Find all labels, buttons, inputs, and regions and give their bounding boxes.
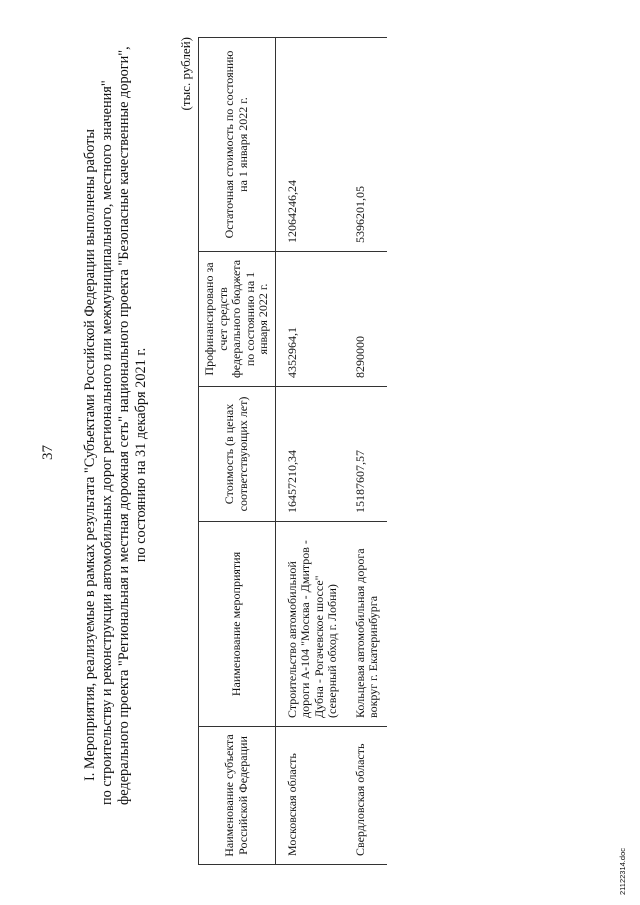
cell-cost: 16457210,34 bbox=[275, 387, 346, 522]
table-row bbox=[346, 38, 387, 865]
cell-measure: Строительство автомобильной дороги А-104 "Москва - Дмитров - Дубна - Рогачевское шоссе" (северный обход г. Лобни) bbox=[275, 522, 346, 727]
heading-line: I. Мероприятия, реализуемые в рамках результата "Субъектами Российской Федерации выполнены работы bbox=[82, 129, 98, 781]
cell-cost: 15187607,57 bbox=[346, 387, 387, 522]
document-id: 21122314.doc bbox=[618, 848, 627, 895]
cell-financed: 8290000 bbox=[346, 252, 387, 387]
heading-line: по состоянию на 31 декабря 2021 г. bbox=[133, 347, 149, 563]
header-financed: Профинансировано за счет средств федерального бюджета по состоянию на 1 января 2022 г. bbox=[199, 252, 276, 387]
section-heading bbox=[82, 46, 150, 805]
heading-line: федерального проекта "Региональная и местная дорожная сеть" национального проекта "Безопасные качественные дороги", bbox=[116, 46, 132, 805]
page-number: 37 bbox=[40, 445, 56, 460]
units-note: (тыс. рублей) bbox=[178, 37, 193, 111]
measures-table bbox=[198, 37, 387, 865]
cell-residual: 12064246,24 bbox=[275, 38, 346, 252]
cell-region: Свердловская область bbox=[346, 727, 387, 865]
cell-financed: 4352964,1 bbox=[275, 252, 346, 387]
cell-measure: Кольцевая автомобильная дорога вокруг г. Екатеринбурга bbox=[346, 522, 387, 727]
header-cost: Стоимость (в ценах соответствующих лет) bbox=[199, 387, 276, 522]
table-header-row bbox=[199, 38, 276, 865]
cell-residual: 5396201,05 bbox=[346, 38, 387, 252]
header-residual: Остаточная стоимость по состоянию на 1 января 2022 г. bbox=[199, 38, 276, 252]
header-measure: Наименование мероприятия bbox=[199, 522, 276, 727]
cell-region: Московская область bbox=[275, 727, 346, 865]
header-region: Наименование субъекта Российской Федерации bbox=[199, 727, 276, 865]
table-row bbox=[275, 38, 346, 865]
heading-line: по строительству и реконструкции автомобильных дорог регионального или межмуниципального, местного значения" bbox=[99, 80, 115, 805]
